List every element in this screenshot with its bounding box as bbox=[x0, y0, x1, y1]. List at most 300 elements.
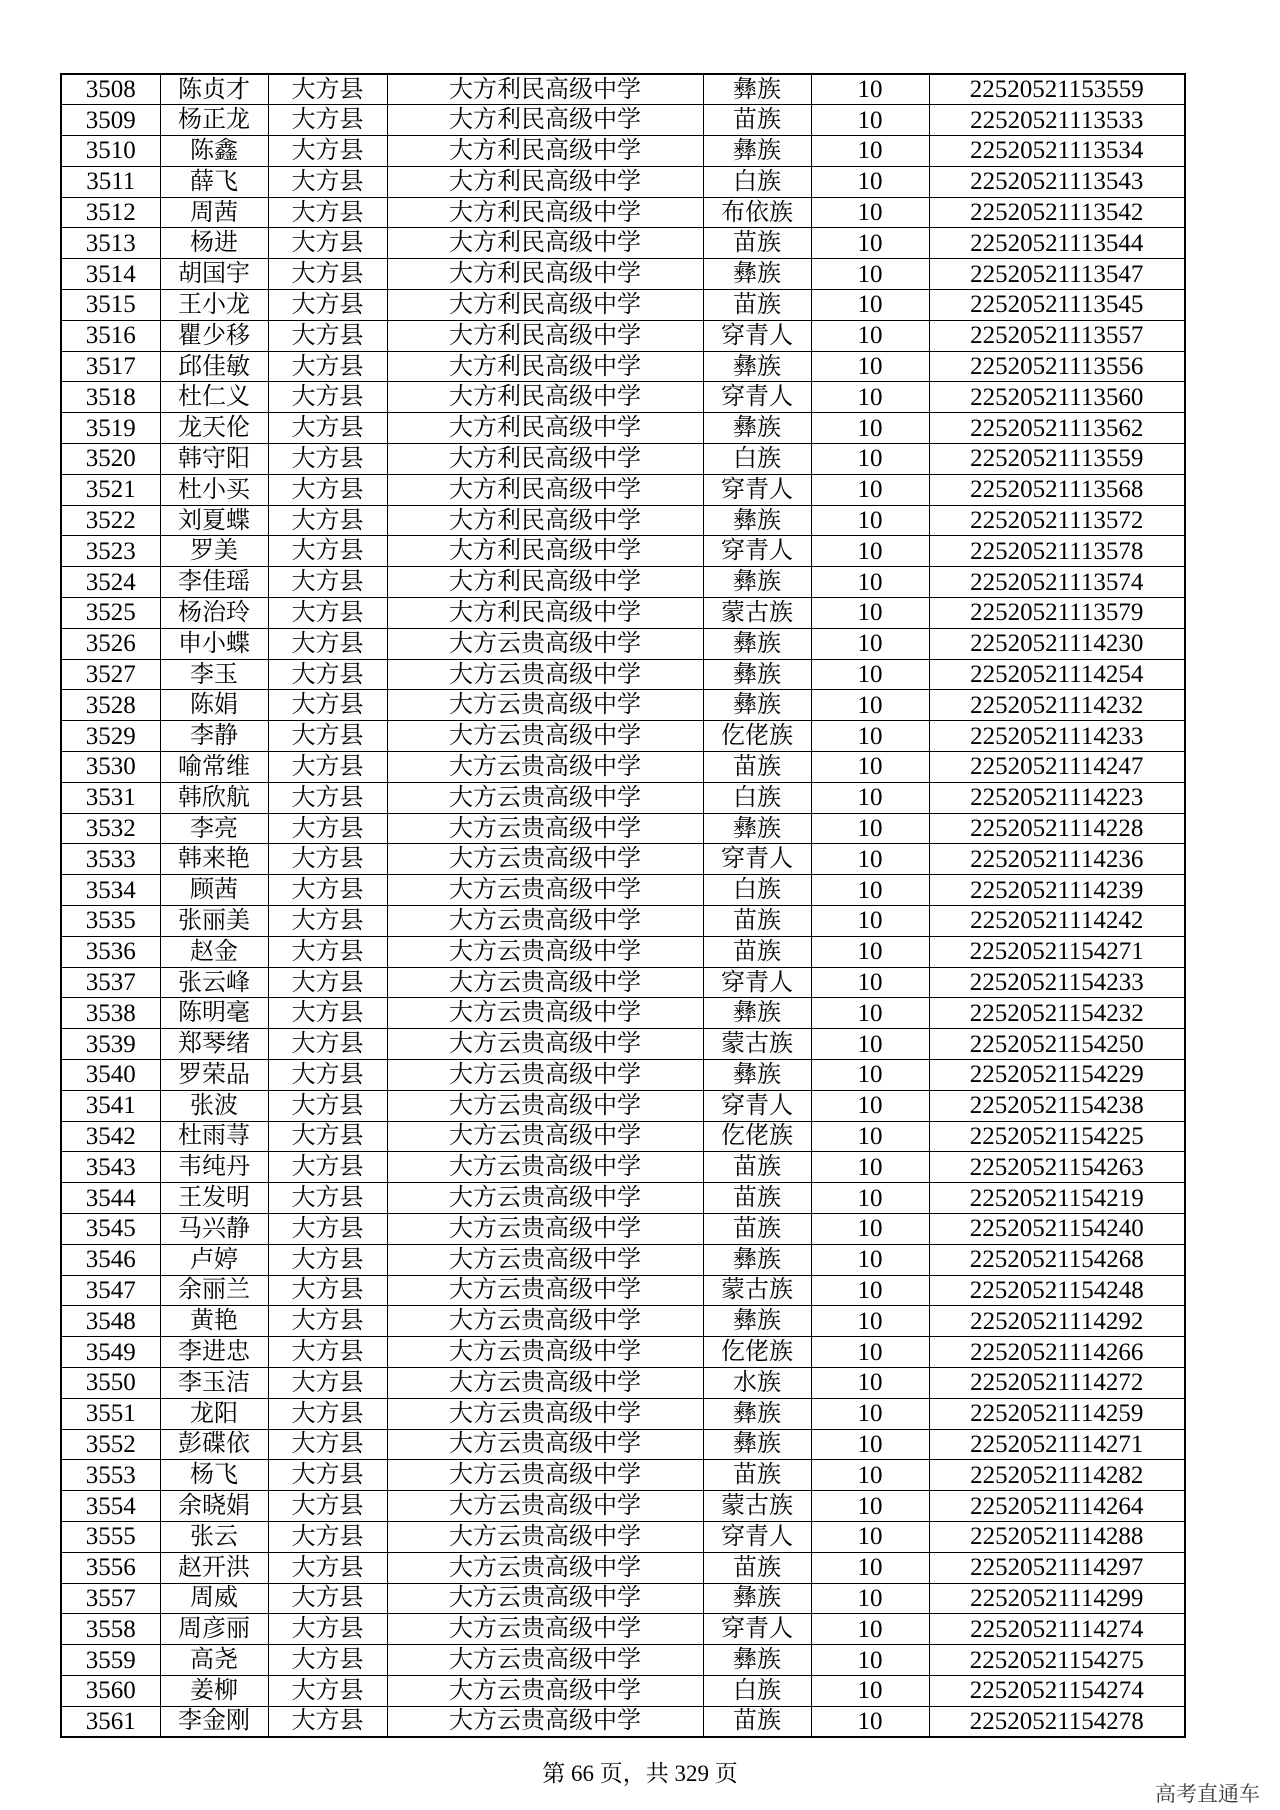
candidate-id-cell: 22520521153559 bbox=[929, 74, 1185, 105]
ethnicity-cell: 蒙古族 bbox=[703, 598, 811, 629]
candidate-id-cell: 22520521113544 bbox=[929, 228, 1185, 259]
county-cell: 大方县 bbox=[268, 1337, 387, 1368]
points-cell: 10 bbox=[811, 413, 929, 444]
county-cell: 大方县 bbox=[268, 166, 387, 197]
county-cell: 大方县 bbox=[268, 536, 387, 567]
table-row bbox=[61, 444, 1185, 475]
table-row bbox=[61, 1244, 1185, 1275]
points-cell: 10 bbox=[811, 1675, 929, 1706]
points-cell: 10 bbox=[811, 1183, 929, 1214]
candidate-id-cell: 22520521114247 bbox=[929, 752, 1185, 783]
row-number-cell: 3555 bbox=[61, 1521, 160, 1552]
school-cell: 大方云贵高级中学 bbox=[387, 1521, 703, 1552]
ethnicity-cell: 穿青人 bbox=[703, 844, 811, 875]
ethnicity-cell: 仡佬族 bbox=[703, 721, 811, 752]
county-cell: 大方县 bbox=[268, 1429, 387, 1460]
school-cell: 大方云贵高级中学 bbox=[387, 1706, 703, 1737]
points-cell: 10 bbox=[811, 1645, 929, 1676]
school-cell: 大方云贵高级中学 bbox=[387, 967, 703, 998]
school-cell: 大方利民高级中学 bbox=[387, 136, 703, 167]
school-cell: 大方云贵高级中学 bbox=[387, 1367, 703, 1398]
table-row bbox=[61, 197, 1185, 228]
ethnicity-cell: 苗族 bbox=[703, 1183, 811, 1214]
table-row bbox=[61, 413, 1185, 444]
table-row bbox=[61, 1183, 1185, 1214]
row-number-cell: 3532 bbox=[61, 813, 160, 844]
ethnicity-cell: 穿青人 bbox=[703, 320, 811, 351]
table-row bbox=[61, 1213, 1185, 1244]
school-cell: 大方云贵高级中学 bbox=[387, 1121, 703, 1152]
points-cell: 10 bbox=[811, 1060, 929, 1091]
row-number-cell: 3511 bbox=[61, 166, 160, 197]
school-cell: 大方利民高级中学 bbox=[387, 474, 703, 505]
points-cell: 10 bbox=[811, 967, 929, 998]
ethnicity-cell: 彝族 bbox=[703, 998, 811, 1029]
candidate-id-cell: 22520521154232 bbox=[929, 998, 1185, 1029]
county-cell: 大方县 bbox=[268, 382, 387, 413]
county-cell: 大方县 bbox=[268, 136, 387, 167]
student-name-cell: 余丽兰 bbox=[160, 1275, 268, 1306]
ethnicity-cell: 彝族 bbox=[703, 659, 811, 690]
school-cell: 大方云贵高级中学 bbox=[387, 1337, 703, 1368]
county-cell: 大方县 bbox=[268, 1552, 387, 1583]
row-number-cell: 3510 bbox=[61, 136, 160, 167]
points-cell: 10 bbox=[811, 1460, 929, 1491]
row-number-cell: 3537 bbox=[61, 967, 160, 998]
table-row bbox=[61, 844, 1185, 875]
school-cell: 大方云贵高级中学 bbox=[387, 1029, 703, 1060]
ethnicity-cell: 白族 bbox=[703, 166, 811, 197]
candidate-id-cell: 22520521113545 bbox=[929, 290, 1185, 321]
ethnicity-cell: 彝族 bbox=[703, 1429, 811, 1460]
school-cell: 大方利民高级中学 bbox=[387, 74, 703, 105]
points-cell: 10 bbox=[811, 1337, 929, 1368]
candidate-id-cell: 22520521113533 bbox=[929, 105, 1185, 136]
county-cell: 大方县 bbox=[268, 1645, 387, 1676]
candidate-id-cell: 22520521114239 bbox=[929, 875, 1185, 906]
table-row bbox=[61, 1460, 1185, 1491]
county-cell: 大方县 bbox=[268, 74, 387, 105]
student-name-cell: 申小蝶 bbox=[160, 628, 268, 659]
row-number-cell: 3560 bbox=[61, 1675, 160, 1706]
student-name-cell: 余晓娟 bbox=[160, 1491, 268, 1522]
student-name-cell: 杨正龙 bbox=[160, 105, 268, 136]
row-number-cell: 3531 bbox=[61, 782, 160, 813]
table-row bbox=[61, 998, 1185, 1029]
table-row bbox=[61, 1675, 1185, 1706]
table-row bbox=[61, 105, 1185, 136]
table-row bbox=[61, 1121, 1185, 1152]
row-number-cell: 3509 bbox=[61, 105, 160, 136]
county-cell: 大方县 bbox=[268, 967, 387, 998]
student-name-cell: 陈贞才 bbox=[160, 74, 268, 105]
county-cell: 大方县 bbox=[268, 782, 387, 813]
school-cell: 大方利民高级中学 bbox=[387, 567, 703, 598]
row-number-cell: 3554 bbox=[61, 1491, 160, 1522]
student-name-cell: 龙阳 bbox=[160, 1398, 268, 1429]
table-row bbox=[61, 1429, 1185, 1460]
table-row bbox=[61, 136, 1185, 167]
table-row bbox=[61, 259, 1185, 290]
table-row bbox=[61, 1645, 1185, 1676]
school-cell: 大方利民高级中学 bbox=[387, 598, 703, 629]
school-cell: 大方云贵高级中学 bbox=[387, 690, 703, 721]
ethnicity-cell: 苗族 bbox=[703, 228, 811, 259]
candidate-id-cell: 22520521154233 bbox=[929, 967, 1185, 998]
school-cell: 大方利民高级中学 bbox=[387, 444, 703, 475]
ethnicity-cell: 蒙古族 bbox=[703, 1029, 811, 1060]
table-row bbox=[61, 1706, 1185, 1737]
county-cell: 大方县 bbox=[268, 690, 387, 721]
student-name-cell: 郑琴绪 bbox=[160, 1029, 268, 1060]
student-name-cell: 赵开洪 bbox=[160, 1552, 268, 1583]
row-number-cell: 3535 bbox=[61, 906, 160, 937]
county-cell: 大方县 bbox=[268, 413, 387, 444]
points-cell: 10 bbox=[811, 1213, 929, 1244]
row-number-cell: 3545 bbox=[61, 1213, 160, 1244]
points-cell: 10 bbox=[811, 1614, 929, 1645]
ethnicity-cell: 白族 bbox=[703, 782, 811, 813]
school-cell: 大方云贵高级中学 bbox=[387, 628, 703, 659]
ethnicity-cell: 彝族 bbox=[703, 813, 811, 844]
county-cell: 大方县 bbox=[268, 998, 387, 1029]
student-name-cell: 张云峰 bbox=[160, 967, 268, 998]
school-cell: 大方利民高级中学 bbox=[387, 320, 703, 351]
student-name-cell: 李亮 bbox=[160, 813, 268, 844]
row-number-cell: 3521 bbox=[61, 474, 160, 505]
row-number-cell: 3518 bbox=[61, 382, 160, 413]
ethnicity-cell: 白族 bbox=[703, 444, 811, 475]
ethnicity-cell: 彝族 bbox=[703, 628, 811, 659]
ethnicity-cell: 苗族 bbox=[703, 1152, 811, 1183]
table-row bbox=[61, 721, 1185, 752]
student-name-cell: 杜仁义 bbox=[160, 382, 268, 413]
school-cell: 大方云贵高级中学 bbox=[387, 936, 703, 967]
school-cell: 大方云贵高级中学 bbox=[387, 1152, 703, 1183]
student-name-cell: 李玉 bbox=[160, 659, 268, 690]
candidate-id-cell: 22520521113534 bbox=[929, 136, 1185, 167]
table-row bbox=[61, 936, 1185, 967]
ethnicity-cell: 彝族 bbox=[703, 1645, 811, 1676]
candidate-id-cell: 22520521113562 bbox=[929, 413, 1185, 444]
student-name-cell: 顾茜 bbox=[160, 875, 268, 906]
table-row bbox=[61, 228, 1185, 259]
county-cell: 大方县 bbox=[268, 320, 387, 351]
county-cell: 大方县 bbox=[268, 259, 387, 290]
student-name-cell: 杨进 bbox=[160, 228, 268, 259]
row-number-cell: 3550 bbox=[61, 1367, 160, 1398]
ethnicity-cell: 彝族 bbox=[703, 351, 811, 382]
county-cell: 大方县 bbox=[268, 752, 387, 783]
row-number-cell: 3549 bbox=[61, 1337, 160, 1368]
school-cell: 大方云贵高级中学 bbox=[387, 659, 703, 690]
school-cell: 大方云贵高级中学 bbox=[387, 1275, 703, 1306]
student-name-cell: 陈明毫 bbox=[160, 998, 268, 1029]
points-cell: 10 bbox=[811, 444, 929, 475]
points-cell: 10 bbox=[811, 1583, 929, 1614]
points-cell: 10 bbox=[811, 1090, 929, 1121]
row-number-cell: 3552 bbox=[61, 1429, 160, 1460]
ethnicity-cell: 蒙古族 bbox=[703, 1491, 811, 1522]
candidate-id-cell: 22520521113543 bbox=[929, 166, 1185, 197]
row-number-cell: 3533 bbox=[61, 844, 160, 875]
county-cell: 大方县 bbox=[268, 505, 387, 536]
points-cell: 10 bbox=[811, 598, 929, 629]
table-row bbox=[61, 813, 1185, 844]
school-cell: 大方云贵高级中学 bbox=[387, 1213, 703, 1244]
table-row bbox=[61, 1552, 1185, 1583]
student-name-cell: 张云 bbox=[160, 1521, 268, 1552]
ethnicity-cell: 彝族 bbox=[703, 1244, 811, 1275]
county-cell: 大方县 bbox=[268, 628, 387, 659]
ethnicity-cell: 穿青人 bbox=[703, 382, 811, 413]
school-cell: 大方云贵高级中学 bbox=[387, 1244, 703, 1275]
county-cell: 大方县 bbox=[268, 875, 387, 906]
ethnicity-cell: 彝族 bbox=[703, 690, 811, 721]
row-number-cell: 3557 bbox=[61, 1583, 160, 1614]
row-number-cell: 3536 bbox=[61, 936, 160, 967]
candidate-id-cell: 22520521113560 bbox=[929, 382, 1185, 413]
ethnicity-cell: 苗族 bbox=[703, 936, 811, 967]
table-row bbox=[61, 628, 1185, 659]
points-cell: 10 bbox=[811, 136, 929, 167]
row-number-cell: 3527 bbox=[61, 659, 160, 690]
table-row bbox=[61, 598, 1185, 629]
candidate-id-cell: 22520521154219 bbox=[929, 1183, 1185, 1214]
county-cell: 大方县 bbox=[268, 844, 387, 875]
candidate-id-cell: 22520521154238 bbox=[929, 1090, 1185, 1121]
ethnicity-cell: 穿青人 bbox=[703, 1521, 811, 1552]
points-cell: 10 bbox=[811, 1367, 929, 1398]
page-footer: 第 66 页，共 329 页 bbox=[542, 1761, 738, 1786]
table-row bbox=[61, 782, 1185, 813]
student-name-cell: 韩欣航 bbox=[160, 782, 268, 813]
roster-table bbox=[60, 73, 1186, 1738]
school-cell: 大方云贵高级中学 bbox=[387, 1460, 703, 1491]
table-row bbox=[61, 752, 1185, 783]
row-number-cell: 3542 bbox=[61, 1121, 160, 1152]
row-number-cell: 3517 bbox=[61, 351, 160, 382]
student-name-cell: 韦纯丹 bbox=[160, 1152, 268, 1183]
ethnicity-cell: 彝族 bbox=[703, 505, 811, 536]
student-name-cell: 李玉洁 bbox=[160, 1367, 268, 1398]
candidate-id-cell: 22520521154275 bbox=[929, 1645, 1185, 1676]
table-row bbox=[61, 906, 1185, 937]
candidate-id-cell: 22520521154268 bbox=[929, 1244, 1185, 1275]
county-cell: 大方县 bbox=[268, 1367, 387, 1398]
row-number-cell: 3544 bbox=[61, 1183, 160, 1214]
school-cell: 大方利民高级中学 bbox=[387, 105, 703, 136]
school-cell: 大方云贵高级中学 bbox=[387, 1183, 703, 1214]
row-number-cell: 3515 bbox=[61, 290, 160, 321]
student-name-cell: 张丽美 bbox=[160, 906, 268, 937]
points-cell: 10 bbox=[811, 844, 929, 875]
points-cell: 10 bbox=[811, 1706, 929, 1737]
candidate-id-cell: 22520521113579 bbox=[929, 598, 1185, 629]
points-cell: 10 bbox=[811, 228, 929, 259]
row-number-cell: 3538 bbox=[61, 998, 160, 1029]
row-number-cell: 3547 bbox=[61, 1275, 160, 1306]
ethnicity-cell: 蒙古族 bbox=[703, 1275, 811, 1306]
school-cell: 大方云贵高级中学 bbox=[387, 1090, 703, 1121]
county-cell: 大方县 bbox=[268, 1614, 387, 1645]
points-cell: 10 bbox=[811, 474, 929, 505]
student-name-cell: 陈娟 bbox=[160, 690, 268, 721]
county-cell: 大方县 bbox=[268, 1491, 387, 1522]
ethnicity-cell: 苗族 bbox=[703, 906, 811, 937]
ethnicity-cell: 穿青人 bbox=[703, 474, 811, 505]
points-cell: 10 bbox=[811, 505, 929, 536]
candidate-id-cell: 22520521113547 bbox=[929, 259, 1185, 290]
school-cell: 大方云贵高级中学 bbox=[387, 1306, 703, 1337]
table-row bbox=[61, 505, 1185, 536]
county-cell: 大方县 bbox=[268, 1213, 387, 1244]
table-row bbox=[61, 659, 1185, 690]
county-cell: 大方县 bbox=[268, 197, 387, 228]
table-row bbox=[61, 1614, 1185, 1645]
table-row bbox=[61, 967, 1185, 998]
student-name-cell: 周茜 bbox=[160, 197, 268, 228]
candidate-id-cell: 22520521114288 bbox=[929, 1521, 1185, 1552]
candidate-id-cell: 22520521113556 bbox=[929, 351, 1185, 382]
student-name-cell: 赵金 bbox=[160, 936, 268, 967]
ethnicity-cell: 白族 bbox=[703, 1675, 811, 1706]
student-name-cell: 杨治玲 bbox=[160, 598, 268, 629]
county-cell: 大方县 bbox=[268, 936, 387, 967]
candidate-id-cell: 22520521114266 bbox=[929, 1337, 1185, 1368]
student-name-cell: 杜小买 bbox=[160, 474, 268, 505]
student-name-cell: 高尧 bbox=[160, 1645, 268, 1676]
school-cell: 大方利民高级中学 bbox=[387, 166, 703, 197]
county-cell: 大方县 bbox=[268, 474, 387, 505]
points-cell: 10 bbox=[811, 1121, 929, 1152]
student-name-cell: 王小龙 bbox=[160, 290, 268, 321]
student-name-cell: 姜柳 bbox=[160, 1675, 268, 1706]
row-number-cell: 3540 bbox=[61, 1060, 160, 1091]
table-row bbox=[61, 351, 1185, 382]
table-row bbox=[61, 1152, 1185, 1183]
county-cell: 大方县 bbox=[268, 1398, 387, 1429]
candidate-id-cell: 22520521154240 bbox=[929, 1213, 1185, 1244]
county-cell: 大方县 bbox=[268, 1583, 387, 1614]
row-number-cell: 3512 bbox=[61, 197, 160, 228]
school-cell: 大方云贵高级中学 bbox=[387, 1583, 703, 1614]
county-cell: 大方县 bbox=[268, 1152, 387, 1183]
row-number-cell: 3558 bbox=[61, 1614, 160, 1645]
row-number-cell: 3543 bbox=[61, 1152, 160, 1183]
county-cell: 大方县 bbox=[268, 906, 387, 937]
county-cell: 大方县 bbox=[268, 1090, 387, 1121]
student-name-cell: 黄艳 bbox=[160, 1306, 268, 1337]
row-number-cell: 3556 bbox=[61, 1552, 160, 1583]
candidate-id-cell: 22520521114292 bbox=[929, 1306, 1185, 1337]
table-row bbox=[61, 1090, 1185, 1121]
county-cell: 大方县 bbox=[268, 813, 387, 844]
candidate-id-cell: 22520521154263 bbox=[929, 1152, 1185, 1183]
watermark: 高考直通车 bbox=[1155, 1782, 1260, 1806]
table-row bbox=[61, 382, 1185, 413]
points-cell: 10 bbox=[811, 1029, 929, 1060]
student-name-cell: 薛飞 bbox=[160, 166, 268, 197]
county-cell: 大方县 bbox=[268, 1183, 387, 1214]
row-number-cell: 3529 bbox=[61, 721, 160, 752]
school-cell: 大方云贵高级中学 bbox=[387, 1552, 703, 1583]
school-cell: 大方云贵高级中学 bbox=[387, 1398, 703, 1429]
ethnicity-cell: 穿青人 bbox=[703, 1614, 811, 1645]
points-cell: 10 bbox=[811, 628, 929, 659]
school-cell: 大方利民高级中学 bbox=[387, 382, 703, 413]
ethnicity-cell: 穿青人 bbox=[703, 536, 811, 567]
points-cell: 10 bbox=[811, 875, 929, 906]
points-cell: 10 bbox=[811, 1552, 929, 1583]
student-name-cell: 李静 bbox=[160, 721, 268, 752]
student-name-cell: 韩守阳 bbox=[160, 444, 268, 475]
points-cell: 10 bbox=[811, 1491, 929, 1522]
candidate-id-cell: 22520521114232 bbox=[929, 690, 1185, 721]
points-cell: 10 bbox=[811, 936, 929, 967]
row-number-cell: 3561 bbox=[61, 1706, 160, 1737]
student-name-cell: 刘夏蝶 bbox=[160, 505, 268, 536]
student-name-cell: 马兴静 bbox=[160, 1213, 268, 1244]
school-cell: 大方云贵高级中学 bbox=[387, 782, 703, 813]
student-name-cell: 张波 bbox=[160, 1090, 268, 1121]
table-row bbox=[61, 1029, 1185, 1060]
candidate-id-cell: 22520521154274 bbox=[929, 1675, 1185, 1706]
points-cell: 10 bbox=[811, 1244, 929, 1275]
county-cell: 大方县 bbox=[268, 228, 387, 259]
ethnicity-cell: 仡佬族 bbox=[703, 1121, 811, 1152]
row-number-cell: 3513 bbox=[61, 228, 160, 259]
table-row bbox=[61, 1583, 1185, 1614]
table-row bbox=[61, 1398, 1185, 1429]
points-cell: 10 bbox=[811, 1521, 929, 1552]
county-cell: 大方县 bbox=[268, 1060, 387, 1091]
candidate-id-cell: 22520521113557 bbox=[929, 320, 1185, 351]
ethnicity-cell: 彝族 bbox=[703, 136, 811, 167]
row-number-cell: 3525 bbox=[61, 598, 160, 629]
school-cell: 大方云贵高级中学 bbox=[387, 1060, 703, 1091]
points-cell: 10 bbox=[811, 813, 929, 844]
table-row bbox=[61, 536, 1185, 567]
table-row bbox=[61, 1337, 1185, 1368]
student-name-cell: 王发明 bbox=[160, 1183, 268, 1214]
candidate-id-cell: 22520521114274 bbox=[929, 1614, 1185, 1645]
student-name-cell: 喻常维 bbox=[160, 752, 268, 783]
student-name-cell: 周威 bbox=[160, 1583, 268, 1614]
student-name-cell: 李进忠 bbox=[160, 1337, 268, 1368]
table-row bbox=[61, 166, 1185, 197]
row-number-cell: 3519 bbox=[61, 413, 160, 444]
table-row bbox=[61, 74, 1185, 105]
ethnicity-cell: 苗族 bbox=[703, 1213, 811, 1244]
student-name-cell: 卢婷 bbox=[160, 1244, 268, 1275]
student-name-cell: 李佳瑶 bbox=[160, 567, 268, 598]
points-cell: 10 bbox=[811, 690, 929, 721]
points-cell: 10 bbox=[811, 382, 929, 413]
ethnicity-cell: 水族 bbox=[703, 1367, 811, 1398]
row-number-cell: 3524 bbox=[61, 567, 160, 598]
county-cell: 大方县 bbox=[268, 105, 387, 136]
ethnicity-cell: 彝族 bbox=[703, 1398, 811, 1429]
points-cell: 10 bbox=[811, 782, 929, 813]
county-cell: 大方县 bbox=[268, 1706, 387, 1737]
student-name-cell: 杜雨荨 bbox=[160, 1121, 268, 1152]
student-name-cell: 邱佳敏 bbox=[160, 351, 268, 382]
ethnicity-cell: 穿青人 bbox=[703, 967, 811, 998]
school-cell: 大方云贵高级中学 bbox=[387, 998, 703, 1029]
school-cell: 大方云贵高级中学 bbox=[387, 752, 703, 783]
school-cell: 大方利民高级中学 bbox=[387, 290, 703, 321]
